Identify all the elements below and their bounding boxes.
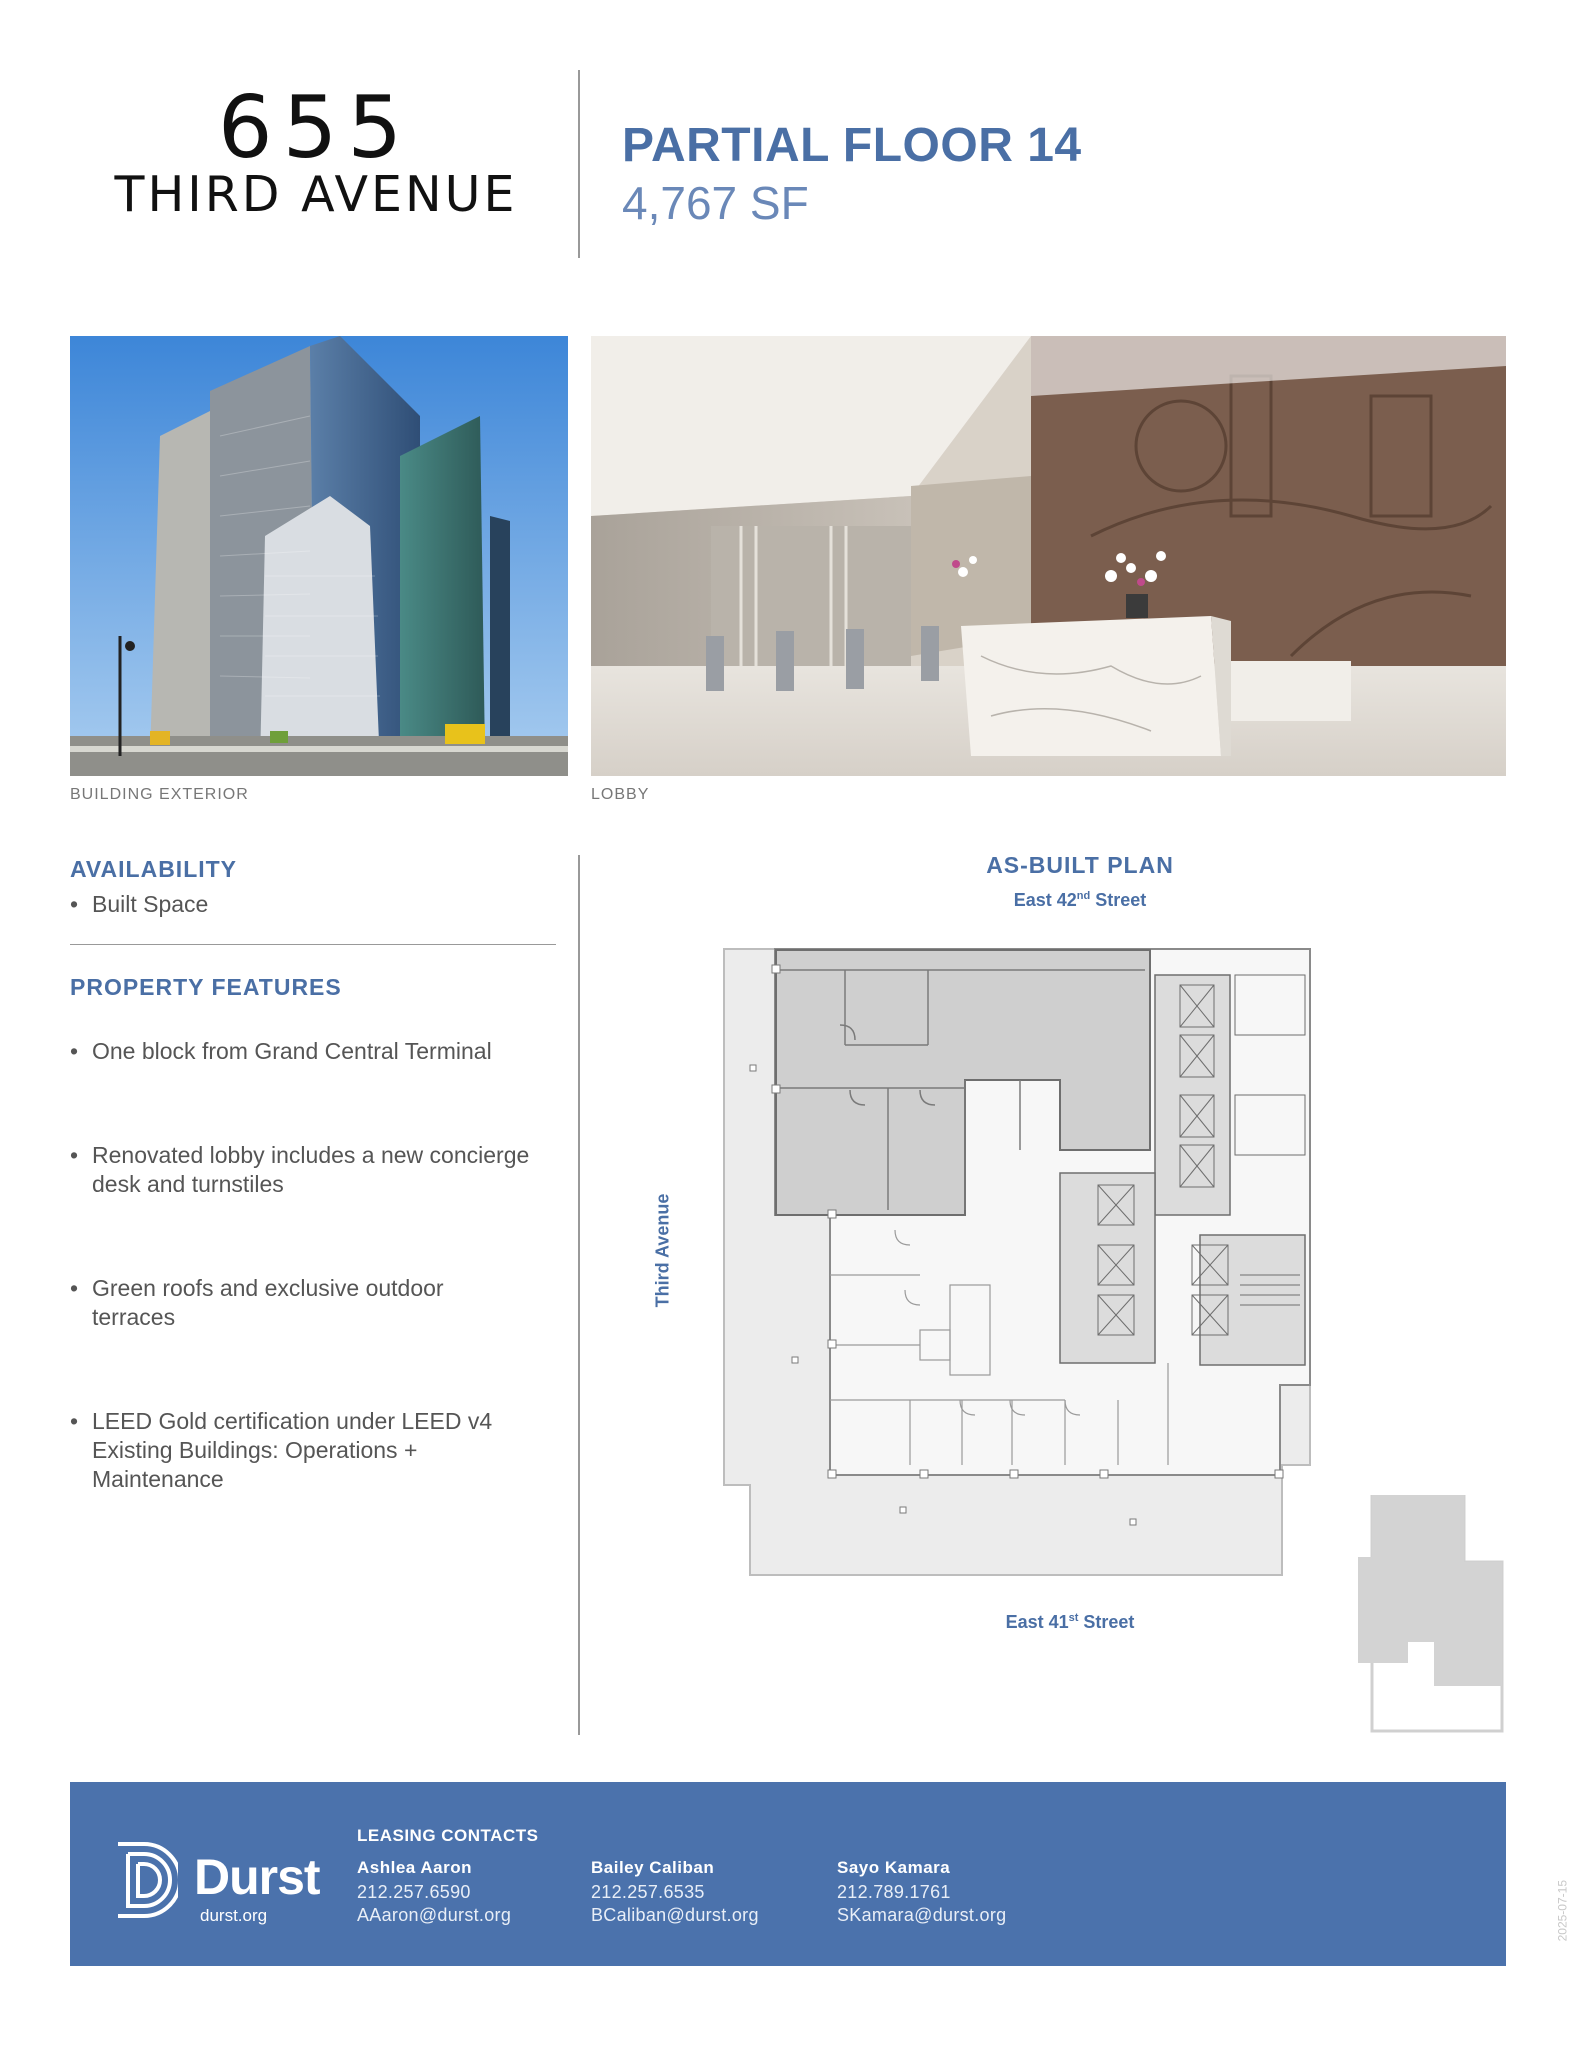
building-exterior-photo	[70, 336, 568, 776]
contact-email[interactable]: BCaliban@durst.org	[591, 1905, 759, 1925]
south-street-label: East 41st Street	[1005, 1612, 1135, 1632]
contact-email[interactable]: SKamara@durst.org	[837, 1905, 1007, 1925]
features-heading: PROPERTY FEATURES	[70, 974, 342, 1000]
contact-phone[interactable]: 212.257.6590	[357, 1882, 471, 1902]
feature-item: • Green roofs and exclusive outdoor terraces	[70, 1274, 492, 1332]
contacts-heading: LEASING CONTACTS	[357, 1826, 539, 1845]
building-street: THIRD AVENUE	[114, 166, 518, 223]
contact-name: Ashlea Aaron	[357, 1858, 472, 1877]
floor-area: 4,767 SF	[622, 177, 809, 229]
feature-item: • LEED Gold certification under LEED v4 Existing Buildings: Operations + Maintenance	[70, 1407, 512, 1494]
brand-url[interactable]: durst.org	[200, 1906, 268, 1925]
feature-item: • One block from Grand Central Terminal	[70, 1037, 512, 1066]
north-street-label: East 42nd Street	[1013, 890, 1147, 910]
availability-item: • Built Space	[70, 890, 532, 919]
key-plan	[1356, 1495, 1506, 1735]
contact-name: Bailey Caliban	[591, 1858, 715, 1877]
plan-title: AS-BUILT PLAN	[986, 852, 1174, 878]
footer-bar	[70, 1782, 1506, 1966]
contact-phone[interactable]: 212.257.6535	[591, 1882, 705, 1902]
lobby-caption: LOBBY	[591, 786, 650, 803]
date-stamp: 2025-07-15	[1555, 1880, 1569, 1942]
contact-card	[357, 1858, 511, 1926]
west-street-label: Third Avenue	[652, 1193, 673, 1308]
contact-email[interactable]: AAaron@durst.org	[357, 1905, 512, 1925]
contact-phone[interactable]: 212.789.1761	[837, 1882, 951, 1902]
availability-heading: AVAILABILITY	[70, 856, 238, 882]
contact-card	[837, 1858, 1006, 1926]
feature-item: • Renovated lobby includes a new concierge desk and turnstiles	[70, 1141, 532, 1199]
contact-name: Sayo Kamara	[837, 1858, 951, 1877]
building-number: 655	[217, 78, 413, 178]
floor-plan	[720, 945, 1320, 1585]
column-divider	[578, 855, 580, 1735]
lobby-photo	[591, 336, 1506, 776]
floor-title: PARTIAL FLOOR 14	[622, 119, 1082, 172]
contact-card	[591, 1858, 759, 1926]
section-divider	[70, 944, 556, 945]
exterior-caption: BUILDING EXTERIOR	[70, 786, 249, 803]
header-divider	[578, 70, 580, 258]
brand-name: Durst	[194, 1849, 320, 1905]
durst-logo-icon	[114, 1840, 178, 1920]
